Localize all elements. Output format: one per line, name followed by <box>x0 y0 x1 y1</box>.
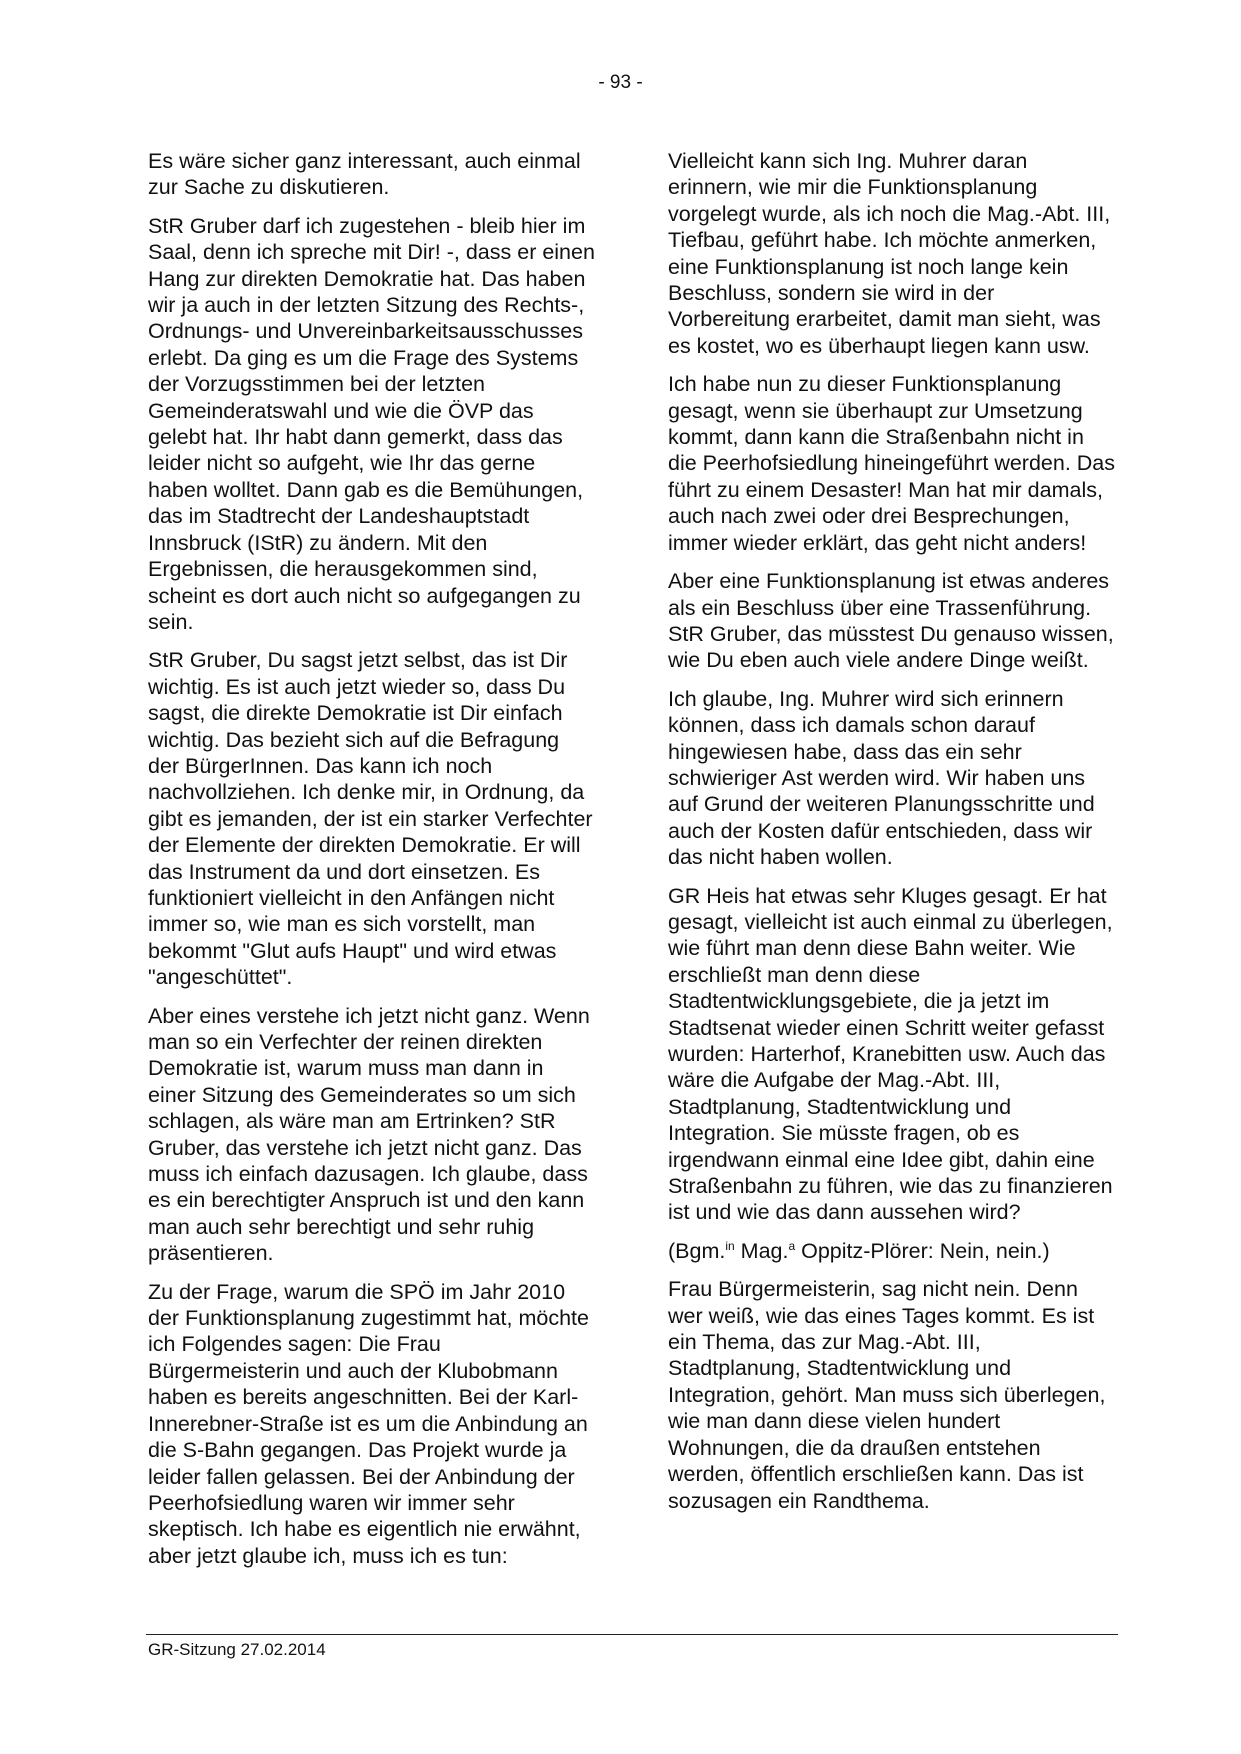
paragraph: Vielleicht kann sich Ing. Muhrer daran erinnern, wie mir die Funktionsplanung vorgelegt wurde, als ich noch die Mag.-Abt. III, Tiefbau, geführt habe. Ich möchte anmerken, eine Funktionsplanung ist noch lange kein Beschluss, sondern sie wird in der Vorbereitung erarbeitet, damit man sieht, was es kostet, wo es überhaupt liegen kann usw. <box>668 149 1111 358</box>
interjection-sup-in: in <box>725 1238 735 1253</box>
interjection <box>668 1238 1116 1264</box>
paragraph: Ich habe nun zu dieser Funktionsplanung gesagt, wenn sie überhaupt zur Umsetzung kommt, dann kann die Straßenbahn nicht in die Peerhofsiedlung hineingeführt werden. Das führt zu einem Desaster! Man hat mir damals, auch nach zwei oder drei Besprechungen, immer wieder erklärt, das geht nicht anders! <box>668 372 1116 555</box>
paragraph: GR Heis hat etwas sehr Kluges gesagt. Er hat gesagt, vielleicht ist auch einmal zu überlegen, wie führt man denn diese Bahn weiter. Wie erschließt man denn diese Stadtentwicklungsgebiete, die ja jetzt im Stadtsenat wieder einen Schritt weiter gefasst wurden: Harterhof, Kranebitten usw. Auch das wäre die Aufgabe der Mag.-Abt. III, Stadtplanung, Stadtentwicklung und Integration. Sie müsste fragen, ob es irgendwann einmal eine Idee gibt, dahin eine Straßenbahn zu führen, wie das zu finanzieren ist und wie das dann aussehen wird? <box>668 883 1113 1225</box>
interjection-rest: Oppitz-Plörer: Nein, nein.) <box>795 1238 1050 1263</box>
paragraph: Aber eine Funktionsplanung ist etwas anderes als ein Beschluss über eine Trassenführung. StR Gruber, das müsstest Du genauso wissen, wie Du eben auch viele andere Dinge weißt. <box>668 569 1114 673</box>
paragraph: Ich glaube, Ing. Muhrer wird sich erinnern können, dass ich damals schon darauf hingewiesen habe, dass das ein sehr schwieriger Ast werden wird. Wir haben uns auf Grund der weiteren Planungsschritte und auch der Kosten dafür entschieden, dass wir das nicht haben wollen. <box>668 686 1095 870</box>
right-column <box>668 148 1116 1526</box>
interjection-open: (Bgm. <box>668 1238 726 1263</box>
paragraph: Aber eines verstehe ich jetzt nicht ganz. Wenn man so ein Verfechter der reinen direkten Demokratie ist, warum muss man dann in einer Sitzung des Gemeinderates so um sich schlagen, als wäre man am Ertrinken? StR Gruber, das verstehe ich jetzt nicht ganz. Das muss ich einfach dazusagen. Ich glaube, dass es ein berechtigter Anspruch ist und den kann man auch sehr berechtigt und sehr ruhig präsentieren. <box>148 1003 590 1266</box>
footer-divider <box>146 1634 1118 1635</box>
interjection-sup-a: a <box>788 1238 796 1253</box>
paragraph: StR Gruber darf ich zugestehen - bleib hier im Saal, denn ich spreche mit Dir! -, dass er einen Hang zur direkten Demokratie hat. Das haben wir ja auch in der letzten Sitzung des Rechts-, Ordnungs- und Unvereinbarkeitsausschusses erlebt. Da ging es um die Frage des Systems der Vorzugsstimmen bei der letzten Gemeinderatswahl und wie die ÖVP das gelebt hat. Ihr habt dann gemerkt, dass das leider nicht so aufgeht, wie Ihr das gerne haben wolltet. Dann gab es die Bemühungen, das im Stadtrecht der Landeshauptstadt Innsbruck (IStR) zu ändern. Mit den Ergebnissen, die herausgekommen sind, scheint es dort auch nicht so aufgegangen zu sein. <box>148 213 595 634</box>
paragraph: StR Gruber, Du sagst jetzt selbst, das ist Dir wichtig. Es ist auch jetzt wieder so, dass Du sagst, die direkte Demokratie ist Dir einfach wichtig. Das bezieht sich auf die Befragung der BürgerInnen. Das kann ich noch nachvollziehen. Ich denke mir, in Ordnung, da gibt es jemanden, der ist ein starker Verfechter der Elemente der direkten Demokratie. Er will das Instrument da und dort einsetzen. Es funktioniert vielleicht in den Anfängen nicht immer so, wie man es sich vorstellt, man bekommt "Glut aufs Haupt" und wird etwas "angeschüttet". <box>148 648 593 990</box>
left-column <box>148 148 596 1581</box>
paragraph: Zu der Frage, warum die SPÖ im Jahr 2010 der Funktionsplanung zugestimmt hat, möchte ich Folgendes sagen: Die Frau Bürgermeisterin und auch der Klubobmann haben es bereits angeschnitten. Bei der Karl-Innerebner-Straße ist es um die Anbindung an die S-Bahn gegangen. Das Projekt wurde ja leider fallen gelassen. Bei der Anbindung der Peerhofsiedlung waren wir immer sehr skeptisch. Ich habe es eigentlich nie erwähnt, aber jetzt glaube ich, muss ich es tun: <box>148 1279 589 1568</box>
footer-text: GR-Sitzung 27.02.2014 <box>148 1640 326 1659</box>
paragraph: Frau Bürgermeisterin, sag nicht nein. Denn wer weiß, wie das eines Tages kommt. Es ist ein Thema, das zur Mag.-Abt. III, Stadtplanung, Stadtentwicklung und Integration, gehört. Man muss sich überlegen, wie man dann diese vielen hundert Wohnungen, die da draußen entstehen werden, öffentlich erschließen kann. Das ist sozusagen ein Randthema. <box>668 1277 1106 1513</box>
interjection-mid: Mag. <box>734 1238 789 1263</box>
paragraph: Es wäre sicher ganz interessant, auch einmal zur Sache zu diskutieren. <box>148 149 581 200</box>
page-number: - 93 - <box>598 72 643 93</box>
